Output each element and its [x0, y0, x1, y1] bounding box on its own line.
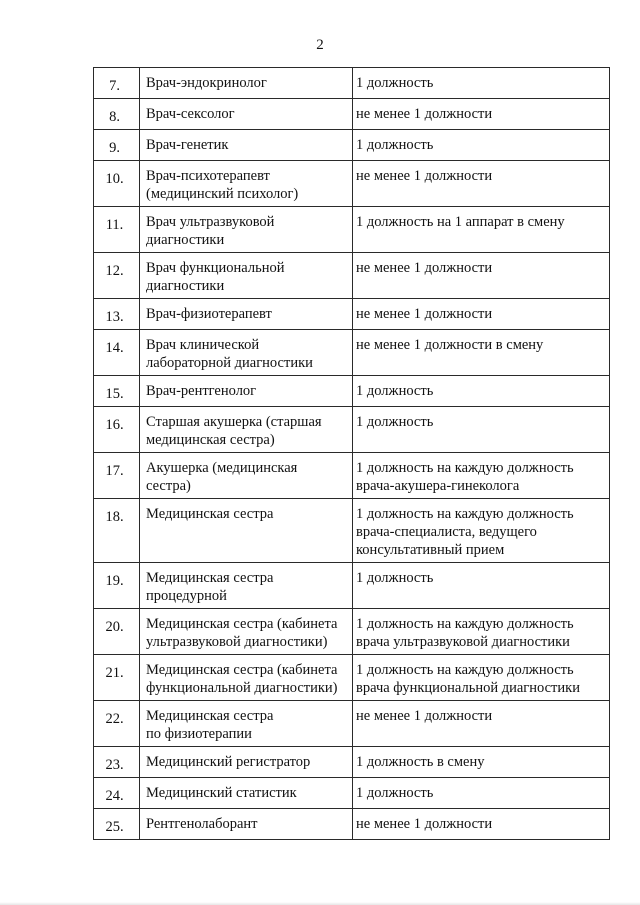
staffing-norm: не менее 1 должности в смену	[353, 330, 610, 376]
table-row	[94, 453, 610, 499]
staffing-table-body	[94, 68, 610, 840]
table-row	[94, 701, 610, 747]
table-row	[94, 161, 610, 207]
position-name: Акушерка (медицинская сестра)	[140, 453, 353, 499]
position-name: Рентгенолаборант	[140, 809, 353, 840]
staffing-norm: 1 должность	[353, 376, 610, 407]
staffing-norm: 1 должность на 1 аппарат в смену	[353, 207, 610, 253]
position-name: Врач клинической лабораторной диагностики	[140, 330, 353, 376]
staffing-norm: 1 должность на каждую должность врача функциональной диагностики	[353, 655, 610, 701]
row-number: 20.	[94, 609, 140, 655]
staffing-norm: не менее 1 должности	[353, 701, 610, 747]
staffing-norm: 1 должность	[353, 563, 610, 609]
row-number: 8.	[94, 99, 140, 130]
staffing-norm: 1 должность в смену	[353, 747, 610, 778]
position-name: Медицинский статистик	[140, 778, 353, 809]
table-row	[94, 299, 610, 330]
table-row	[94, 655, 610, 701]
table-row	[94, 499, 610, 563]
staffing-norm: 1 должность на каждую должность врача-специалиста, ведущего консультативный прием	[353, 499, 610, 563]
row-number: 18.	[94, 499, 140, 563]
table-row	[94, 809, 610, 840]
row-number: 16.	[94, 407, 140, 453]
row-number: 22.	[94, 701, 140, 747]
staffing-norm: 1 должность	[353, 407, 610, 453]
position-name: Врач-эндокринолог	[140, 68, 353, 99]
staffing-norm: 1 должность	[353, 130, 610, 161]
table-row	[94, 563, 610, 609]
staffing-norm: не менее 1 должности	[353, 253, 610, 299]
table-row	[94, 207, 610, 253]
table-row	[94, 376, 610, 407]
position-name: Врач-рентгенолог	[140, 376, 353, 407]
position-name: Медицинская сестра процедурной	[140, 563, 353, 609]
row-number: 24.	[94, 778, 140, 809]
staffing-table	[93, 67, 610, 840]
position-name: Медицинский регистратор	[140, 747, 353, 778]
position-name: Врач-генетик	[140, 130, 353, 161]
row-number: 9.	[94, 130, 140, 161]
page-number: 2	[316, 37, 324, 53]
row-number: 10.	[94, 161, 140, 207]
position-name: Медицинская сестра (кабинета функциональной диагностики)	[140, 655, 353, 701]
table-row	[94, 609, 610, 655]
position-name: Медицинская сестра по физиотерапии	[140, 701, 353, 747]
row-number: 13.	[94, 299, 140, 330]
table-row	[94, 130, 610, 161]
table-row	[94, 330, 610, 376]
row-number: 11.	[94, 207, 140, 253]
row-number: 25.	[94, 809, 140, 840]
table-row	[94, 68, 610, 99]
staffing-norm: не менее 1 должности	[353, 809, 610, 840]
row-number: 19.	[94, 563, 140, 609]
row-number: 23.	[94, 747, 140, 778]
row-number: 7.	[94, 68, 140, 99]
staffing-norm: 1 должность	[353, 68, 610, 99]
position-name: Врач-физиотерапевт	[140, 299, 353, 330]
position-name: Медицинская сестра (кабинета ультразвуковой диагностики)	[140, 609, 353, 655]
table-row	[94, 747, 610, 778]
position-name: Врач-психотерапевт (медицинский психолог)	[140, 161, 353, 207]
staffing-norm: не менее 1 должности	[353, 161, 610, 207]
row-number: 14.	[94, 330, 140, 376]
position-name: Врач-сексолог	[140, 99, 353, 130]
staffing-norm: не менее 1 должности	[353, 299, 610, 330]
row-number: 12.	[94, 253, 140, 299]
staffing-norm: 1 должность на каждую должность врача ультразвуковой диагностики	[353, 609, 610, 655]
staffing-norm: не менее 1 должности	[353, 99, 610, 130]
staffing-norm: 1 должность на каждую должность врача-акушера-гинеколога	[353, 453, 610, 499]
row-number: 15.	[94, 376, 140, 407]
table-row	[94, 778, 610, 809]
position-name: Старшая акушерка (старшая медицинская сестра)	[140, 407, 353, 453]
staffing-norm: 1 должность	[353, 778, 610, 809]
row-number: 17.	[94, 453, 140, 499]
position-name: Медицинская сестра	[140, 499, 353, 563]
row-number: 21.	[94, 655, 140, 701]
position-name: Врач ультразвуковой диагностики	[140, 207, 353, 253]
table-row	[94, 407, 610, 453]
table-row	[94, 99, 610, 130]
position-name: Врач функциональной диагностики	[140, 253, 353, 299]
table-row	[94, 253, 610, 299]
